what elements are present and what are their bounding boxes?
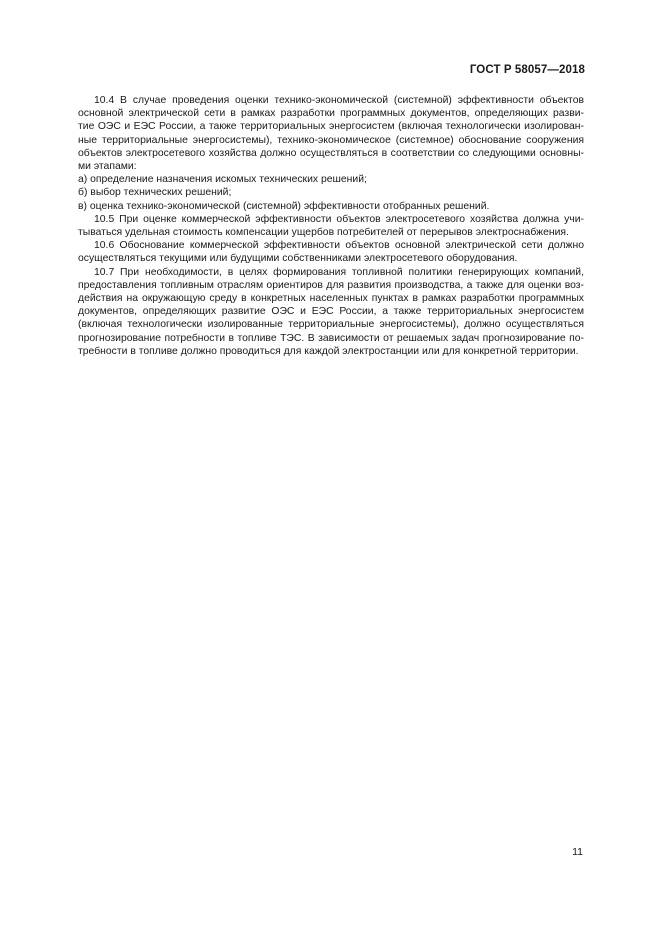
text-line: 10.4 В случае проведения оценки технико-экономической (системной) эффективности объектов	[94, 95, 584, 106]
text-line: тываться удельная стоимость компенсации ущербов потребителей от перерывов электроснабжения.	[78, 227, 569, 239]
text-line: объектов электросетевого хозяйства должно осуществляться в соответствии со следующими основны-	[78, 147, 584, 159]
paragraph-10-6	[78, 239, 584, 265]
text-line: документов, определяющих развитие ОЭС и ЕЭС России, а также территориальных энергосистем	[78, 306, 584, 318]
list-10-4	[78, 173, 584, 213]
paragraph-10-5	[78, 213, 584, 239]
text-line: предоставления топливным отраслям ориентиров для развития производства, а также для оценки воз-	[78, 279, 584, 291]
list-item: б) выбор технических решений;	[78, 187, 232, 199]
text-line: прогнозирование потребности в топливе ТЭС. В зависимости от решаемых задач прогнозирование по-	[78, 332, 584, 344]
text-line: 10.6 Обоснование коммерческой эффективности объектов основной электрической сети должно	[94, 240, 584, 252]
page-header: ГОСТ Р 58057—2018	[469, 64, 585, 76]
text-line: тие ОЭС и ЕЭС России, а также территориальных энергосистем (включая технологически изолирован-	[78, 121, 584, 133]
text-line: ные территориальные энергосистемы), технико-экономическое (системное) обоснование сооружения	[78, 134, 584, 146]
text-line: (включая технологически изолированные территориальные энергосистемы), должно осуществляться	[78, 319, 584, 331]
text-line: действия на окружающую среду в конкретных населенных пунктах в рамках разработки программных	[78, 293, 584, 305]
list-item: а) определение назначения искомых технических решений;	[78, 174, 367, 186]
paragraph-10-4	[78, 94, 584, 173]
text-line: основной электрической сети в рамках разработки программных документов, определяющих разви-	[78, 108, 584, 120]
text-line: 10.5 При оценке коммерческой эффективности объектов электросетевого хозяйства должна учи-	[94, 213, 584, 225]
text-line: требности в топливе должно проводиться для каждой электростанции или для конкретной территории.	[78, 345, 579, 357]
paragraph-10-7	[78, 266, 584, 358]
list-item: в) оценка технико-экономической (системной) эффективности отобранных решений.	[78, 200, 490, 212]
page-number: 11	[572, 846, 583, 858]
document-body	[78, 94, 584, 358]
text-line: ми этапами:	[78, 161, 137, 173]
text-line: 10.7 При необходимости, в целях формирования топливной политики генерирующих компаний,	[94, 266, 584, 278]
text-line: осуществляться текущими или будущими собственниками электросетевого оборудования.	[78, 253, 518, 265]
